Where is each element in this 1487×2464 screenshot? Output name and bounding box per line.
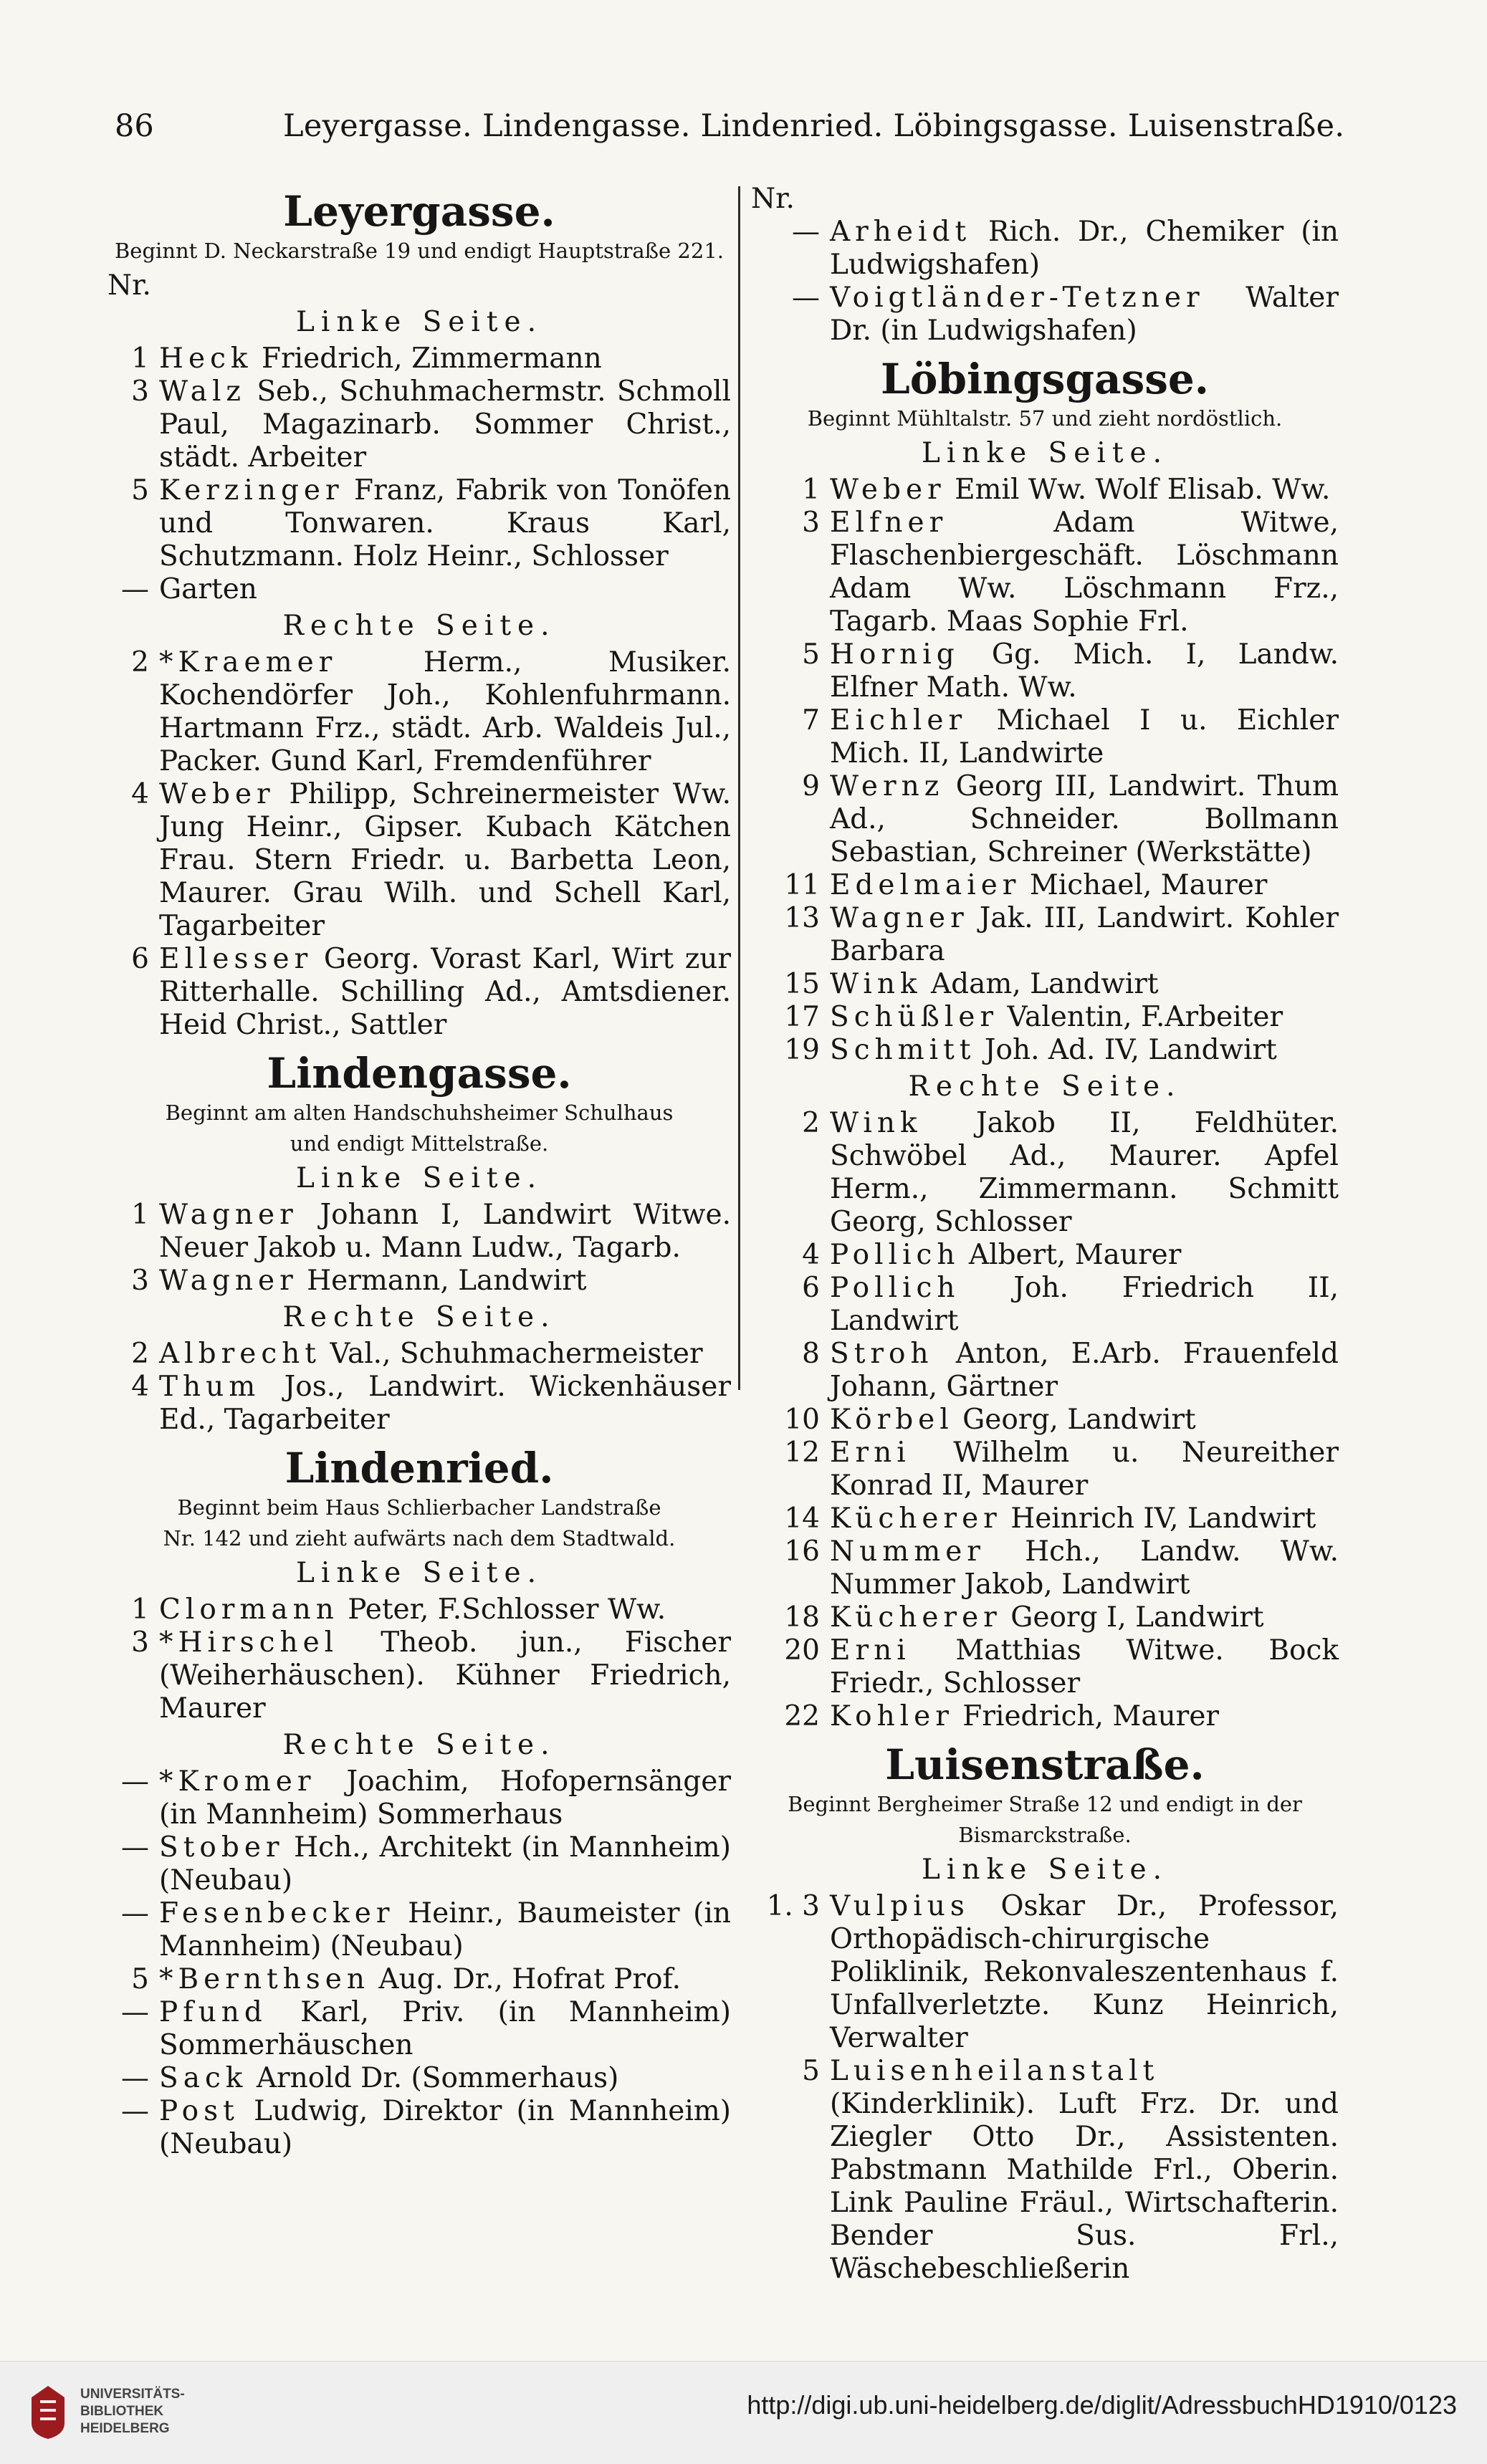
address-entry xyxy=(107,778,731,943)
resident-text xyxy=(159,1371,731,1437)
resident-details: Georg, Landwirt xyxy=(953,1404,1196,1436)
resident-details: Ludwig, Direktor (in Mannheim) (Neubau) xyxy=(159,2095,731,2160)
resident-text xyxy=(830,2055,1339,2286)
address-entry xyxy=(107,573,731,606)
address-entry xyxy=(751,902,1339,968)
house-number: 5 xyxy=(131,474,149,507)
resident-name: Kücherer xyxy=(830,1601,1002,1634)
library-name xyxy=(80,2386,185,2437)
address-entry xyxy=(107,1626,731,1725)
resident-details: Matthias Witwe. Bock Friedr., Schlosser xyxy=(830,1634,1339,1700)
house-number: 12 xyxy=(784,1437,820,1469)
street-title: Luisenstraße. xyxy=(885,1740,1205,1789)
resident-name: *Kraemer xyxy=(159,646,338,679)
resident-name: Post xyxy=(159,2095,239,2127)
address-entry xyxy=(107,474,731,573)
address-entry xyxy=(107,1765,731,1831)
house-number: 6 xyxy=(131,943,149,975)
resident-details: Rich. Dr., Chemiker (in Ludwigshafen) xyxy=(830,216,1339,281)
resident-name: Wagner xyxy=(159,1265,298,1297)
resident-details: Oskar Dr., Professor, Orthopädisch-chirurgische Poliklinik, Rekonvaleszentenhaus f. Unfallverletzte. Kunz Heinrich, Verwalter xyxy=(830,1890,1339,2054)
house-number: 10 xyxy=(784,1404,820,1436)
address-entry xyxy=(751,968,1339,1001)
resident-name: Wagner xyxy=(830,902,969,934)
resident-details: Valentin, F.Arbeiter xyxy=(998,1001,1283,1033)
street-title: Leyergasse. xyxy=(283,187,555,236)
house-number: 5 xyxy=(131,1963,149,1995)
resident-details: Hch., Architekt (in Mannheim) (Neubau) xyxy=(159,1831,731,1897)
resident-name: Clormann xyxy=(159,1593,339,1626)
resident-name: Edelmaier xyxy=(830,869,1021,901)
resident-details: Garten xyxy=(159,573,257,605)
resident-details: Wilhelm u. Neureither Konrad II, Maurer xyxy=(830,1437,1339,1502)
street-title: Lindengasse. xyxy=(267,1049,572,1098)
house-number: — xyxy=(792,216,820,248)
street-description: Beginnt beim Haus Schlierbacher Landstraße xyxy=(177,1495,661,1520)
resident-text xyxy=(159,1765,731,1831)
address-entry xyxy=(107,1996,731,2062)
resident-text xyxy=(830,1034,1339,1067)
address-entry xyxy=(751,638,1339,704)
resident-details: Heinr., Baumeister (in Mannheim) (Neubau) xyxy=(159,1897,731,1962)
resident-details: Joachim, Hofopernsänger (in Mannheim) Sommerhaus xyxy=(159,1765,731,1831)
resident-name: Pollich xyxy=(830,1239,960,1271)
running-head xyxy=(115,97,1345,155)
house-number: 1 xyxy=(131,342,149,375)
resident-name: Wink xyxy=(830,1107,922,1139)
resident-text xyxy=(159,342,731,375)
resident-name: Wernz xyxy=(830,770,945,802)
number-column-label: Nr. xyxy=(107,269,151,302)
resident-name: Walz xyxy=(159,375,246,408)
house-number: — xyxy=(121,1765,149,1798)
house-number: 1. 3 xyxy=(766,1890,820,1922)
resident-text xyxy=(830,638,1339,704)
resident-name: Wagner xyxy=(159,1199,298,1231)
library-name-line: HEIDELBERG xyxy=(80,2421,170,2436)
resident-text xyxy=(159,1897,731,1963)
resident-name: Schüßler xyxy=(830,1001,999,1033)
house-number: 4 xyxy=(131,1371,149,1403)
resident-name: Elfner xyxy=(830,507,948,539)
address-entry xyxy=(751,1535,1339,1601)
house-number: 17 xyxy=(784,1001,820,1033)
resident-name: Vulpius xyxy=(830,1890,970,1922)
address-entry xyxy=(107,1371,731,1437)
house-number: 20 xyxy=(784,1634,820,1667)
address-entry xyxy=(107,1897,731,1963)
address-entry xyxy=(751,1502,1339,1535)
address-entry xyxy=(751,507,1339,638)
resident-name: Thum xyxy=(159,1371,261,1403)
resident-name: Körbel xyxy=(830,1404,954,1436)
address-entry xyxy=(107,1593,731,1626)
resident-name: Luisenheilanstalt xyxy=(830,2055,1160,2087)
resident-text xyxy=(159,474,731,573)
house-number: 4 xyxy=(802,1239,820,1271)
resident-details: Jakob II, Feldhüter. Schwöbel Ad., Maurer. Apfel Herm., Zimmermann. Schmitt Georg, Schlosser xyxy=(830,1107,1339,1238)
resident-details: Theob. jun., Fischer (Weiherhäuschen). Kühner Friedrich, Maurer xyxy=(159,1626,731,1725)
resident-text xyxy=(159,1265,731,1298)
resident-details: Emil Ww. Wolf Elisab. Ww. xyxy=(945,474,1331,506)
address-entry xyxy=(751,1272,1339,1338)
house-number: 3 xyxy=(802,507,820,539)
resident-text xyxy=(830,1502,1339,1535)
resident-text xyxy=(830,1890,1339,2055)
resident-name: Weber xyxy=(159,778,275,810)
resident-name: Ellesser xyxy=(159,943,313,975)
resident-text xyxy=(830,1338,1339,1404)
right-column xyxy=(751,183,1339,2286)
resident-name: *Hirschel xyxy=(159,1626,339,1659)
house-number: 8 xyxy=(802,1338,820,1370)
library-name-line: BIBLIOTHEK xyxy=(80,2404,164,2419)
left-column xyxy=(107,183,731,2161)
resident-text xyxy=(159,1338,731,1371)
house-number: — xyxy=(792,282,820,314)
address-entry xyxy=(107,943,731,1042)
resident-name: Stober xyxy=(159,1831,285,1864)
resident-text xyxy=(159,2095,731,2161)
resident-name: Kücherer xyxy=(830,1502,1002,1535)
house-number: — xyxy=(121,2062,149,2094)
resident-details: Hermann, Landwirt xyxy=(297,1265,587,1297)
resident-details: Johann I, Landwirt Witwe. Neuer Jakob u. Mann Ludw., Tagarb. xyxy=(159,1199,731,1264)
resident-details: Jos., Landwirt. Wickenhäuser Ed., Tagarbeiter xyxy=(159,1371,731,1436)
house-number: 15 xyxy=(784,968,820,1000)
resident-details: Herm., Musiker. Kochendörfer Joh., Kohlenfuhrmann. Hartmann Frz., städt. Arb. Waldeis Jul., Packer. Gund Karl, Fremdenführer xyxy=(159,646,731,777)
resident-text xyxy=(830,1107,1339,1239)
resident-text xyxy=(830,770,1339,869)
resident-details: Adam, Landwirt xyxy=(922,968,1159,1000)
address-entry xyxy=(751,1404,1339,1437)
house-number: 2 xyxy=(802,1107,820,1139)
house-number: 1 xyxy=(131,1199,149,1231)
resident-name: Sack xyxy=(159,2062,248,2094)
resident-text xyxy=(830,902,1339,968)
house-number: — xyxy=(121,2095,149,2127)
footer-bar xyxy=(0,2361,1487,2464)
side-heading: Rechte Seite. xyxy=(282,610,556,642)
street-description: Beginnt Mühltalstr. 57 und zieht nordöstlich. xyxy=(807,406,1283,431)
resident-text xyxy=(159,2062,731,2095)
house-number: 5 xyxy=(802,2055,820,2087)
resident-text xyxy=(159,573,731,606)
house-number: 4 xyxy=(131,778,149,810)
resident-name: Fesenbecker xyxy=(159,1897,395,1930)
address-entry xyxy=(751,1634,1339,1700)
resident-details: Arnold Dr. (Sommerhaus) xyxy=(247,2062,619,2094)
address-entry xyxy=(751,1437,1339,1502)
address-entry xyxy=(751,1107,1339,1239)
resident-details: Georg I, Landwirt xyxy=(1001,1601,1264,1634)
resident-name: Arheidt xyxy=(830,216,972,248)
resident-name: *Kromer xyxy=(159,1765,316,1798)
resident-details: Michael I u. Eichler Mich. II, Landwirte xyxy=(830,704,1339,770)
house-number: 1 xyxy=(131,1593,149,1626)
address-entry xyxy=(751,704,1339,770)
address-entry xyxy=(751,869,1339,902)
address-entry xyxy=(107,2062,731,2095)
address-entry xyxy=(751,1239,1339,1272)
resident-text xyxy=(830,1001,1339,1034)
house-number: — xyxy=(121,1831,149,1864)
resident-text xyxy=(830,1239,1339,1272)
side-heading: Linke Seite. xyxy=(921,437,1169,469)
resident-details: Joh. Ad. IV, Landwirt xyxy=(975,1034,1277,1066)
address-entry xyxy=(107,2095,731,2161)
resident-text xyxy=(159,1626,731,1725)
street-description: Bismarckstraße. xyxy=(958,1823,1132,1847)
resident-text xyxy=(159,1831,731,1897)
house-number: 7 xyxy=(802,704,820,737)
resident-details: Gg. Mich. I, Landw. Elfner Math. Ww. xyxy=(830,638,1339,704)
resident-details: Joh. Friedrich II, Landwirt xyxy=(830,1272,1339,1337)
resident-name: Pfund xyxy=(159,1996,267,2028)
resident-text xyxy=(159,1996,731,2062)
house-number: 3 xyxy=(131,375,149,408)
resident-details: Val., Schuhmachermeister xyxy=(320,1338,703,1370)
resident-text xyxy=(830,1634,1339,1700)
column-divider xyxy=(738,186,740,1390)
resident-name: Hornig xyxy=(830,638,960,671)
resident-details: Friedrich, Zimmermann xyxy=(252,342,602,375)
side-heading: Linke Seite. xyxy=(295,306,543,338)
resident-text xyxy=(830,1700,1339,1733)
resident-details: (Kinderklinik). Luft Frz. Dr. und Ziegler Otto Dr., Assistenten. Pabstmann Mathilde Frl., Oberin. Link Pauline Fräul., Wirtschafterin. Bender Sus. Frl., Wäschebeschließerin xyxy=(830,2088,1339,2285)
running-title: Leyergasse. Lindengasse. Lindenried. Löbingsgasse. Luisenstraße. xyxy=(283,108,1345,144)
address-entry xyxy=(751,216,1339,282)
page-number: 86 xyxy=(115,108,154,144)
house-number: 16 xyxy=(784,1535,820,1568)
resident-name: Erni xyxy=(830,1437,911,1469)
number-column-label: Nr. xyxy=(751,183,795,215)
resident-text xyxy=(830,474,1339,507)
house-number: — xyxy=(121,1897,149,1930)
street-title: Löbingsgasse. xyxy=(881,355,1209,403)
address-entry xyxy=(751,770,1339,869)
house-number: — xyxy=(121,573,149,605)
resident-text xyxy=(830,282,1339,347)
street-description: Nr. 142 und zieht aufwärts nach dem Stadtwald. xyxy=(163,1526,676,1550)
resident-text xyxy=(159,646,731,778)
house-number: 13 xyxy=(784,902,820,934)
street-description: und endigt Mittelstraße. xyxy=(290,1131,549,1156)
resident-details: Hch., Landw. Ww. Nummer Jakob, Landwirt xyxy=(830,1535,1339,1601)
resident-text xyxy=(159,1593,731,1626)
resident-name: Kerzinger xyxy=(159,474,344,507)
resident-text xyxy=(830,968,1339,1001)
resident-details: Franz, Fabrik von Tonöfen und Tonwaren. Kraus Karl, Schutzmann. Holz Heinr., Schlosser xyxy=(159,474,731,572)
resident-name: Heck xyxy=(159,342,253,375)
resident-text xyxy=(830,216,1339,282)
resident-text xyxy=(159,375,731,474)
resident-name: Albrecht xyxy=(159,1338,321,1370)
address-entry xyxy=(751,282,1339,347)
house-number: 3 xyxy=(131,1626,149,1659)
resident-text xyxy=(159,943,731,1042)
address-entry xyxy=(751,2055,1339,2286)
house-number: 2 xyxy=(131,1338,149,1370)
address-entry xyxy=(751,474,1339,507)
address-entry xyxy=(107,1338,731,1371)
house-number: — xyxy=(121,1996,149,2028)
resident-name: Schmitt xyxy=(830,1034,976,1066)
side-heading: Rechte Seite. xyxy=(282,1729,556,1761)
house-number: 2 xyxy=(131,646,149,679)
resident-details: Seb., Schuhmachermstr. Schmoll Paul, Magazinarb. Sommer Christ., städt. Arbeiter xyxy=(159,375,731,474)
side-heading: Linke Seite. xyxy=(921,1854,1169,1886)
resident-name: Weber xyxy=(830,474,946,506)
resident-name: Erni xyxy=(830,1634,911,1667)
resident-text xyxy=(159,778,731,943)
resident-details: Friedrich, Maurer xyxy=(953,1700,1220,1732)
library-name-line: UNIVERSITÄTS- xyxy=(80,2387,185,2402)
resident-details: Anton, E.Arb. Frauenfeld Johann, Gärtner xyxy=(830,1338,1339,1403)
address-entry xyxy=(107,1831,731,1897)
resident-details: Philipp, Schreinermeister Ww. Jung Heinr., Gipser. Kubach Kätchen Frau. Stern Friedr. u. Barbetta Leon, Maurer. Grau Wilh. und Schell Karl, Tagarbeiter xyxy=(159,778,731,942)
house-number: 11 xyxy=(784,869,820,901)
street-description: Beginnt am alten Handschuhsheimer Schulhaus xyxy=(165,1101,674,1125)
resident-details: Georg. Vorast Karl, Wirt zur Ritterhalle. Schilling Ad., Amtsdiener. Heid Christ., Sattler xyxy=(159,943,731,1041)
resident-name: Pollich xyxy=(830,1272,960,1304)
house-number: 19 xyxy=(784,1034,820,1066)
house-number: 3 xyxy=(131,1265,149,1297)
address-entry xyxy=(751,1890,1339,2055)
resident-details: Albert, Maurer xyxy=(960,1239,1182,1271)
house-number: 18 xyxy=(784,1601,820,1634)
address-entry xyxy=(751,1338,1339,1404)
address-entry xyxy=(751,1034,1339,1067)
address-entry xyxy=(751,1001,1339,1034)
address-entry xyxy=(107,1199,731,1265)
resident-name: Kohler xyxy=(830,1700,954,1732)
address-entry xyxy=(107,646,731,778)
resident-text xyxy=(830,1437,1339,1502)
resident-details: Michael, Maurer xyxy=(1020,869,1268,901)
street-description: Beginnt Bergheimer Straße 12 und endigt in der xyxy=(788,1792,1302,1816)
resident-name: Nummer xyxy=(830,1535,985,1568)
resident-text xyxy=(830,1404,1339,1437)
address-entry xyxy=(751,1700,1339,1733)
resident-text xyxy=(830,507,1339,638)
address-entry xyxy=(107,1265,731,1298)
resident-details: Walter Dr. (in Ludwigshafen) xyxy=(830,282,1339,347)
house-number: 22 xyxy=(784,1700,820,1732)
resident-text xyxy=(159,1199,731,1265)
resident-name: Stroh xyxy=(830,1338,934,1370)
resident-text xyxy=(830,704,1339,770)
street-title: Lindenried. xyxy=(285,1444,554,1492)
address-entry xyxy=(751,1601,1339,1634)
street-description: Beginnt D. Neckarstraße 19 und endigt Hauptstraße 221. xyxy=(115,239,724,263)
resident-details: Karl, Priv. (in Mannheim) Sommerhäuschen xyxy=(159,1996,731,2061)
source-url-link[interactable]: http://digi.ub.uni-heidelberg.de/diglit/AdressbuchHD1910/0123 xyxy=(747,2390,1457,2420)
address-entry xyxy=(107,342,731,375)
resident-text xyxy=(830,1601,1339,1634)
house-number: 1 xyxy=(802,474,820,506)
library-logo-icon xyxy=(29,2383,67,2442)
resident-name: *Bernthsen xyxy=(159,1963,370,1995)
resident-text xyxy=(830,869,1339,902)
resident-details: Peter, F.Schlosser Ww. xyxy=(338,1593,666,1626)
resident-details: Adam Witwe, Flaschenbiergeschäft. Löschmann Adam Ww. Löschmann Frz., Tagarb. Maas Sophie Frl. xyxy=(830,507,1339,638)
house-number: 5 xyxy=(802,638,820,671)
resident-text xyxy=(830,1272,1339,1338)
resident-details: Aug. Dr., Hofrat Prof. xyxy=(370,1963,681,1995)
side-heading: Linke Seite. xyxy=(295,1557,543,1589)
resident-text xyxy=(830,1535,1339,1601)
house-number: 14 xyxy=(784,1502,820,1535)
resident-name: Eichler xyxy=(830,704,967,737)
resident-details: Georg III, Landwirt. Thum Ad., Schneider. Bollmann Sebastian, Schreiner (Werkstätte) xyxy=(830,770,1339,868)
resident-name: Wink xyxy=(830,968,922,1000)
house-number: 6 xyxy=(802,1272,820,1304)
side-heading: Rechte Seite. xyxy=(908,1070,1182,1103)
house-number: 9 xyxy=(802,770,820,802)
resident-details: Heinrich IV, Landwirt xyxy=(1001,1502,1316,1535)
address-entry xyxy=(107,1963,731,1996)
resident-details: Jak. III, Landwirt. Kohler Barbara xyxy=(830,902,1339,967)
resident-text xyxy=(159,1963,731,1996)
side-heading: Linke Seite. xyxy=(295,1162,543,1194)
side-heading: Rechte Seite. xyxy=(282,1301,556,1333)
resident-name: Voigtländer-Tetzner xyxy=(830,282,1205,314)
address-entry xyxy=(107,375,731,474)
